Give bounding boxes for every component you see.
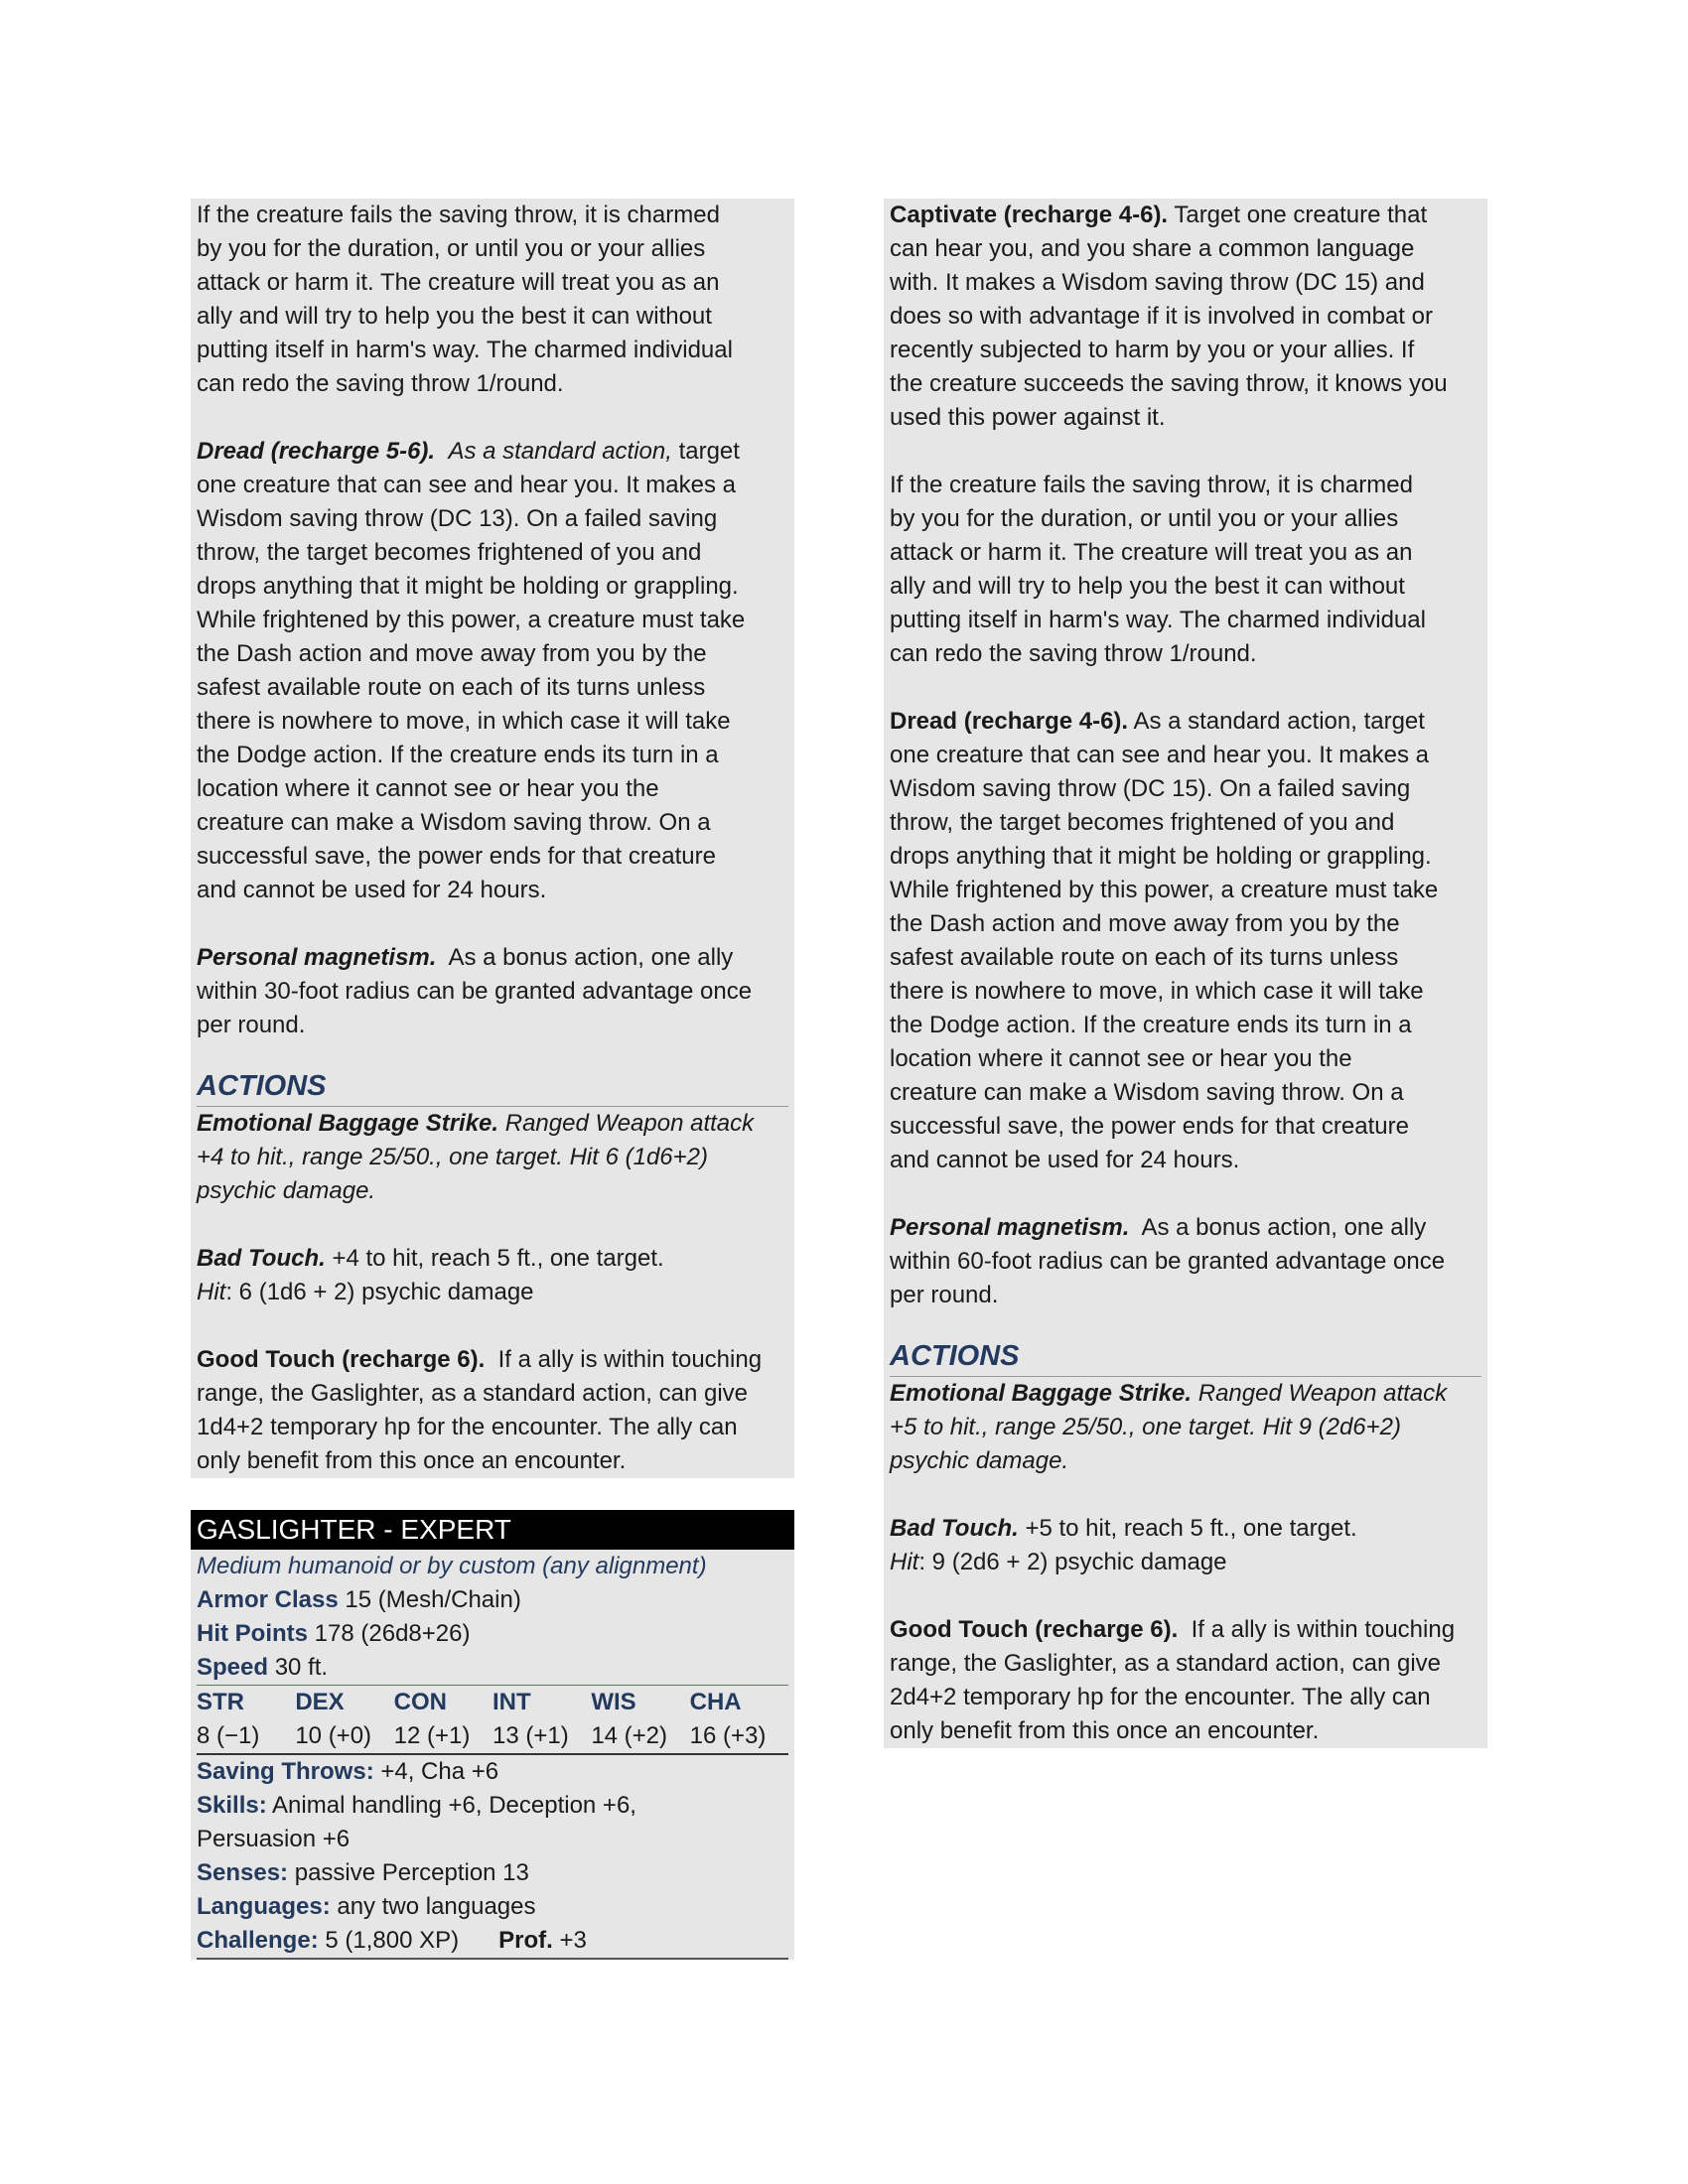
ebs-title: Emotional Baggage Strike. [197,1110,499,1137]
good-touch-action-right: Good Touch (recharge 6). If a ally is within touching range, the Gaslighter, as a standard action, can give 2d4+2 temporary hp for the encounter. The ally can only benefit from this once an encounter. [890,1616,1456,1744]
good-touch-action: Good Touch (recharge 6). If a ally is within touching range, the Gaslighter, as a standard action, can give 1d4+2 temporary hp for the encounter. The ally can only benefit from this once an encounter. [197,1346,763,1474]
ebs-action: Emotional Baggage Strike. Ranged Weapon attack +4 to hit., range 25/50., one target. Hit 6 (1d6+2) psychic damage. [197,1110,755,1204]
magnetism-paragraph: Personal magnetism. As a bonus action, one ally within 30-foot radius can be granted advantage once per round. [197,944,753,1038]
bad-touch-action-right: Bad Touch. +5 to hit, reach 5 ft., one target. Hit: 9 (2d6 + 2) psychic damage [890,1515,1357,1575]
bad-touch-title: Bad Touch. [197,1245,326,1272]
captivate-paragraph: Captivate (recharge 4-6). Target one creature that can hear you, and you share a common language with. It makes a Wisdom saving throw (DC 15) and does so with advantage if it is involved in combat or recently subjected to harm by you or your allies. If the creature succeeds the saving throw, it knows you used this power against it. [890,202,1448,431]
left-text-block [191,199,794,1478]
ability-cha: CHA 16 (+3) [689,1689,767,1749]
right-text-block [884,199,1487,1748]
stat-block [191,1510,794,1960]
statblock-title: GASLIGHTER - EXPERT [191,1510,794,1550]
charm-paragraph: If the creature fails the saving throw, it is charmed by you for the duration, or until you or your allies attack or harm it. The creature will treat you as an ally and will try to help you the best it can without putting itself in harm's way. The charmed individual can redo the saving throw 1/round. [197,202,733,397]
actions-heading: ACTIONS [197,1062,788,1107]
actions-heading-right: ACTIONS [890,1332,1481,1377]
dread-paragraph-right: Dread (recharge 4-6). As a standard action, target one creature that can see and hear you. It makes a Wisdom saving throw (DC 15). On a failed saving throw, the target becomes frightened of you and drops anything that it might be holding or grappling. While frightened by this power, a creature must take the Dash action and move away from you by the safest available route on each of its turns unless there is nowhere to move, in which case it will take the Dodge action. If the creature ends its turn in a location where it cannot see or hear you the creature can make a Wisdom saving throw. On a successful save, the power ends for that creature and cannot be used for 24 hours. [890,708,1439,1173]
charm-paragraph-right: If the creature fails the saving throw, it is charmed by you for the duration, or until you or your allies attack or harm it. The creature will treat you as an ally and will try to help you the best it can without putting itself in harm's way. The charmed individual can redo the saving throw 1/round. [890,472,1426,667]
ability-int: INT 13 (+1) [492,1689,569,1749]
right-column [884,199,1487,1748]
statblock-body: Medium humanoid or by custom (any alignment) Armor Class 15 (Mesh/Chain) Hit Points 178 (26d8+26) Speed 30 ft. STR 8 (−1) DEX 10 (+0) CON 12 (+1) INT 13 (+1) WIS 14 (+2) CHA 16 (+3) Saving Throws: +4, Cha +6 Skills: Animal handling +6, Deception +6, Persuasion +6 Senses: passive Perception 13 Languages: any two languages Challenge: 5 (1,800 XP) Prof. +3 [191,1550,794,1960]
good-touch-title-right: Good Touch (recharge 6). [890,1616,1179,1643]
magnetism-title-right: Personal magnetism. [890,1214,1130,1241]
dread-paragraph: Dread (recharge 5-6). As a standard action, target one creature that can see and hear you. It makes a Wisdom saving throw (DC 13). On a failed saving throw, the target becomes frightened of you and drops anything that it might be holding or grappling. While frightened by this power, a creature must take the Dash action and move away from you by the safest available route on each of its turns unless there is nowhere to move, in which case it will take the Dodge action. If the creature ends its turn in a location where it cannot see or hear you the creature can make a Wisdom saving throw. On a successful save, the power ends for that creature and cannot be used for 24 hours. [197,438,746,903]
ebs-action-right: Emotional Baggage Strike. Ranged Weapon attack +5 to hit., range 25/50., one target. Hit 9 (2d6+2) psychic damage. [890,1380,1448,1474]
left-column [191,199,794,1960]
bad-touch-action: Bad Touch. +4 to hit, reach 5 ft., one target. Hit: 6 (1d6 + 2) psychic damage [197,1245,664,1305]
good-touch-title: Good Touch (recharge 6). [197,1346,486,1373]
ability-dex: DEX 10 (+0) [295,1689,372,1749]
captivate-title: Captivate (recharge 4-6). [890,202,1169,228]
ebs-title-right: Emotional Baggage Strike. [890,1380,1193,1407]
ability-str: STR 8 (−1) [197,1689,260,1749]
hit-points: Hit Points 178 (26d8+26) [197,1620,471,1647]
senses: Senses: passive Perception 13 [197,1859,529,1886]
magnetism-paragraph-right: Personal magnetism. As a bonus action, one ally within 60-foot radius can be granted advantage once per round. [890,1214,1446,1308]
saving-throws: Saving Throws: +4, Cha +6 [197,1758,499,1785]
bad-touch-title-right: Bad Touch. [890,1515,1019,1542]
ability-wis: WIS 14 (+2) [591,1689,668,1749]
armor-class: Armor Class 15 (Mesh/Chain) [197,1586,521,1613]
ability-scores [197,1685,788,1755]
skills: Skills: Animal handling +6, Deception +6, [197,1792,636,1819]
languages: Languages: any two languages [197,1893,536,1920]
challenge: Challenge: 5 (1,800 XP) Prof. +3 [197,1924,788,1960]
ability-con: CON 12 (+1) [393,1689,471,1749]
dread-title-right: Dread (recharge 4-6). [890,708,1129,735]
magnetism-title: Personal magnetism. [197,944,437,971]
dread-title: Dread (recharge 5-6). [197,438,436,465]
speed: Speed 30 ft. [197,1654,329,1681]
statblock-subtitle: Medium humanoid or by custom (any alignment) [197,1553,707,1579]
